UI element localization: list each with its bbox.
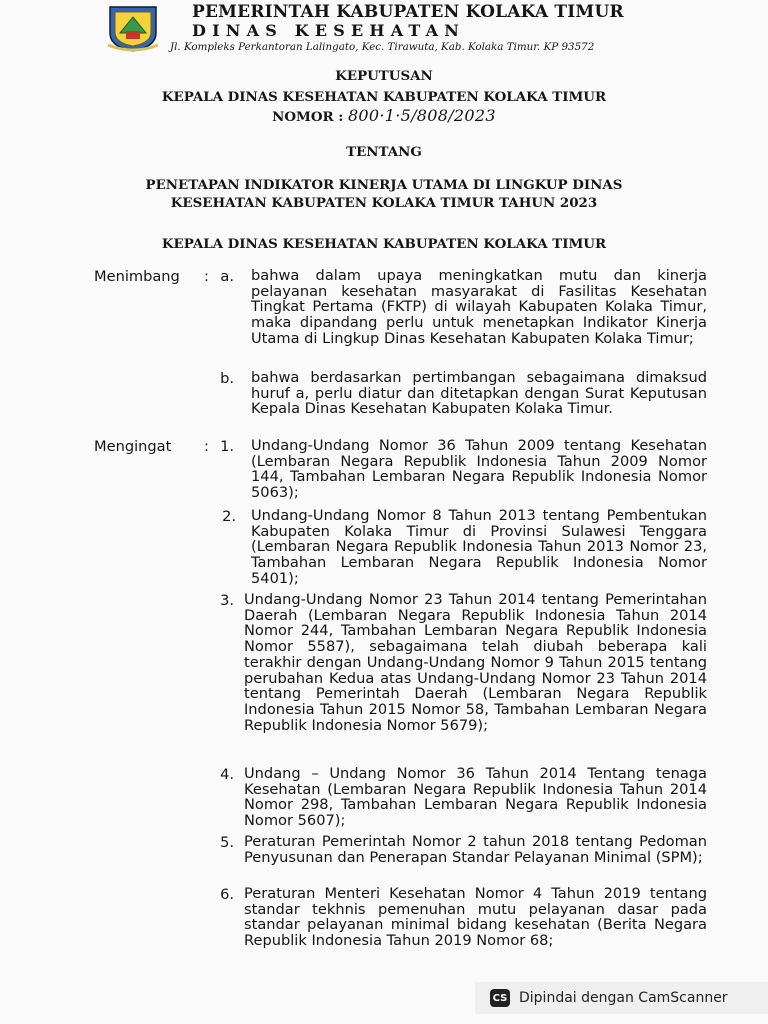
mengingat-mark-1: 1. bbox=[220, 438, 234, 455]
about-label: TENTANG bbox=[346, 144, 422, 160]
org-name-line2: DINAS KESEHATAN bbox=[192, 21, 466, 40]
decree-issuer: KEPALA DINAS KESEHATAN KABUPATEN KOLAKA TIMUR bbox=[161, 89, 607, 105]
decree-number bbox=[0, 106, 768, 125]
org-address: Jl. Kompleks Perkantoran Lalingato, Kec. Tirawuta, Kab. Kolaka Timur. KP 93572 bbox=[170, 41, 595, 53]
mengingat-item-3: Undang-Undang Nomor 23 Tahun 2014 tentang Pemerintahan Daerah (Lembaran Negara Republik Indonesia Tahun 2014 Nomor 244, Tambahan Lembaran Negara Republik Indonesia Nomor 5587), sebagaimana telah diubah beberapa kali terakhir dengan Undang-Undang Nomor 9 Tahun 2015 tentang perubahan Kedua atas Undang-Undang Nomor 23 Tahun 2014 tentang Pemerintah Daerah (Lembaran Negara Republik Indonesia Tahun 2015 Nomor 58, Tambahan Lembaran Negara Republik Indonesia Nomor 5679); bbox=[244, 591, 707, 734]
mengingat-colon: : bbox=[204, 438, 209, 455]
subject-line1: PENETAPAN INDIKATOR KINERJA UTAMA DI LINGKUP DINAS bbox=[145, 177, 623, 193]
mengingat-label: Mengingat bbox=[94, 438, 172, 455]
mengingat-item-1: Undang-Undang Nomor 36 Tahun 2009 tentang Kesehatan (Lembaran Negara Republik Indonesia Tahun 2009 Nomor 144, Tambahan Lembaran Negara Republik Indonesia Nomor 5063); bbox=[251, 437, 707, 502]
menimbang-colon: : bbox=[204, 268, 209, 285]
regency-emblem-icon bbox=[106, 3, 160, 53]
mengingat-mark-4: 4. bbox=[220, 766, 234, 783]
mengingat-item-4: Undang – Undang Nomor 36 Tahun 2014 Tentang tenaga Kesehatan (Lembaran Negara Republik Indonesia Tahun 2014 Nomor 298, Tambahan Lembaran Negara Republik Indonesia Nomor 5607); bbox=[244, 765, 707, 830]
letterhead bbox=[0, 0, 768, 62]
decree-number-label: NOMOR : bbox=[272, 109, 344, 125]
decree-number-value: 800·1·5/808/2023 bbox=[347, 106, 496, 125]
subject-line2: KESEHATAN KABUPATEN KOLAKA TIMUR TAHUN 2023 bbox=[170, 195, 598, 211]
camscanner-icon: CS bbox=[490, 989, 510, 1007]
mengingat-mark-6: 6. bbox=[220, 886, 234, 903]
mengingat-mark-3: 3. bbox=[220, 592, 234, 609]
mengingat-item-6: Peraturan Menteri Kesehatan Nomor 4 Tahun 2019 tentang standar tekhnis pemenuhan mutu pelayanan dasar pada standar pelayanan minimal bidang kesehatan (Berita Negara Republik Indonesia Tahun 2019 Nomor 68; bbox=[244, 885, 707, 950]
menimbang-mark-b: b. bbox=[220, 370, 234, 387]
menimbang-label: Menimbang bbox=[94, 268, 180, 285]
scanner-watermark bbox=[475, 982, 768, 1014]
menimbang-mark-a: a. bbox=[220, 268, 234, 285]
menimbang-item-a: bahwa dalam upaya meningkatkan mutu dan kinerja pelayanan kesehatan masyarakat di Fasilitas Kesehatan Tingkat Pertama (FKTP) di wilayah Kabupaten Kolaka Timur, maka dipandang perlu untuk menetapkan Indikator Kinerja Utama di Lingkup Dinas Kesehatan Kabupaten Kolaka Timur; bbox=[251, 267, 707, 347]
mengingat-mark-2: 2. bbox=[222, 508, 236, 525]
mengingat-mark-5: 5. bbox=[220, 834, 234, 851]
decree-type: KEPUTUSAN bbox=[335, 68, 433, 84]
scanner-watermark-text: Dipindai dengan CamScanner bbox=[519, 990, 728, 1006]
mengingat-item-2: Undang-Undang Nomor 8 Tahun 2013 tentang Pembentukan Kabupaten Kolaka Timur di Provinsi Sulawesi Tenggara (Lembaran Negara Republik Indonesia Tahun 2013 Nomor 23, Tambahan Lembaran Negara Republik Indonesia Nomor 5401); bbox=[251, 507, 707, 587]
menimbang-item-b: bahwa berdasarkan pertimbangan sebagaimana dimaksud huruf a, perlu diatur dan ditetapkan dengan Surat Keputusan Kepala Dinas Kesehatan Kabupaten Kolaka Timur. bbox=[251, 369, 707, 418]
mengingat-item-5: Peraturan Pemerintah Nomor 2 tahun 2018 tentang Pedoman Penyusunan dan Penerapan Standar Pelayanan Minimal (SPM); bbox=[244, 833, 707, 866]
signatory-heading: KEPALA DINAS KESEHATAN KABUPATEN KOLAKA TIMUR bbox=[161, 236, 607, 252]
org-name-line1: PEMERINTAH KABUPATEN KOLAKA TIMUR bbox=[192, 2, 624, 22]
